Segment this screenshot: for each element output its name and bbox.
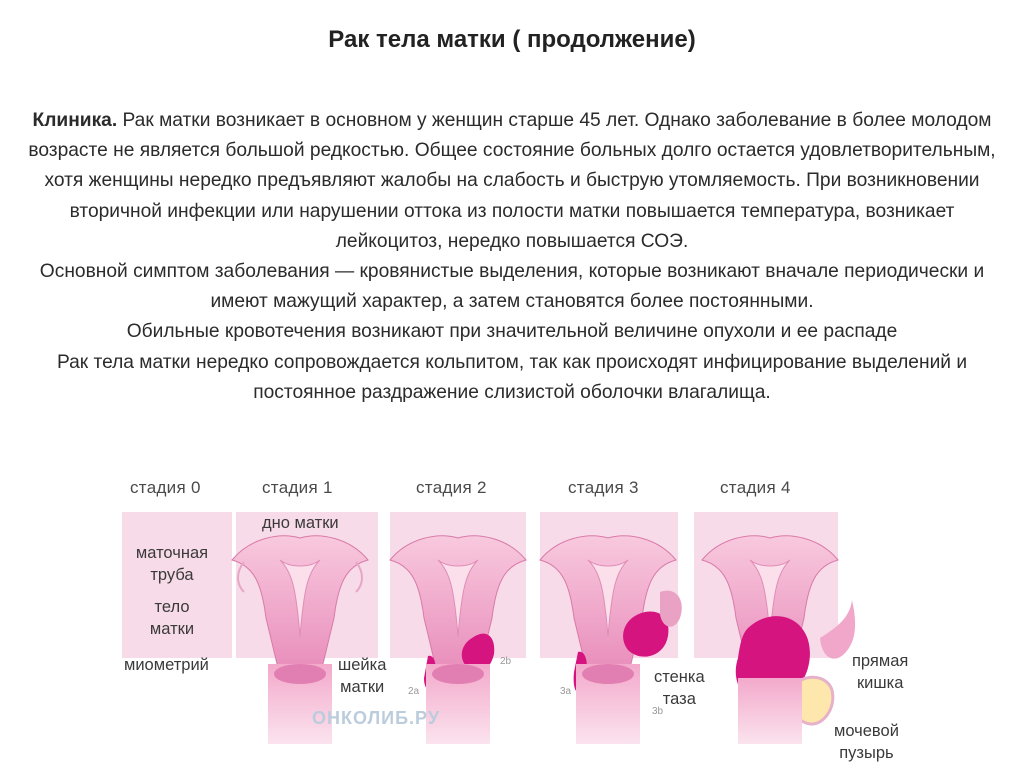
fallopian-tube-label-line-2: труба	[150, 566, 194, 584]
pelvic-wall-label-line-1: стенка	[654, 668, 705, 686]
rectum-label-line-1: прямая	[852, 652, 909, 670]
paragraph-1-text: Рак матки возникает в основном у женщин старше 45 лет. Однако заболевание в более молодом возрасте не является большой редкостью. Общее состояние больных долго остается удовлетворительным, хотя женщины нередко предъявляют жалобы на слабость и быструю утомляемость. При возникновении вторичной инфекции или нарушении оттока из полости матки повышается температура, возникает лейкоцитоз, нередко повышается СОЭ.	[28, 110, 996, 252]
lead-term: Клиника.	[32, 110, 118, 131]
uterine-cancer-stages-figure	[0, 468, 1024, 767]
bladder-label	[834, 720, 899, 764]
pelvic-wall-label-line-2: таза	[662, 690, 696, 708]
stage-2-label: стадия 2	[416, 478, 487, 497]
cervix-label-line-1: шейка	[338, 656, 387, 674]
paragraph-2: Основной симптом заболевания — кровянистые выделения, которые возникают вначале периодически и имеют мажущий характер, а затем становятся более постоянными.	[39, 261, 985, 313]
rectum-label-line-2: кишка	[856, 674, 904, 692]
clinical-text	[14, 106, 1010, 408]
fallopian-tube-label-line-1: маточная	[135, 544, 209, 562]
myometrium-label: миометрий	[124, 656, 209, 674]
fallopian-tube-label	[124, 542, 220, 586]
cervix-label-line-2: матки	[340, 678, 385, 696]
watermark-logo: ОНКОЛИБ.РУ	[312, 708, 441, 728]
substage-2b: 2b	[500, 656, 512, 667]
substage-3b: 3b	[652, 706, 664, 717]
stage-1-label: стадия 1	[262, 478, 333, 497]
bladder-label-line-2: пузырь	[839, 744, 894, 762]
substage-3a: 3a	[560, 686, 572, 697]
uterine-body-label-line-1: тело	[154, 598, 190, 616]
paragraph-3: Обильные кровотечения возникают при значительной величине опухоли и ее распаде	[126, 321, 898, 343]
uterine-body-label-line-2: матки	[149, 620, 195, 638]
pelvic-wall-label	[654, 666, 705, 710]
fundus-label: дно матки	[262, 514, 339, 532]
bladder-label-line-1: мочевой	[834, 722, 899, 740]
rectum-label	[852, 650, 908, 694]
stage-4-label: стадия 4	[720, 478, 791, 497]
substage-2a: 2a	[408, 686, 420, 697]
page-title: Рак тела матки ( продолжение)	[328, 26, 696, 53]
paragraph-1	[14, 106, 1010, 257]
stage-0-label: стадия 0	[130, 478, 201, 497]
paragraph-4: Рак тела матки нередко сопровождается кольпитом, так как происходят инфицирование выделений и постоянное раздражение слизистой оболочки влагалища.	[56, 351, 968, 403]
uterine-body-label	[124, 596, 220, 640]
cervix-label	[338, 654, 386, 698]
stage-3-label: стадия 3	[568, 478, 639, 497]
